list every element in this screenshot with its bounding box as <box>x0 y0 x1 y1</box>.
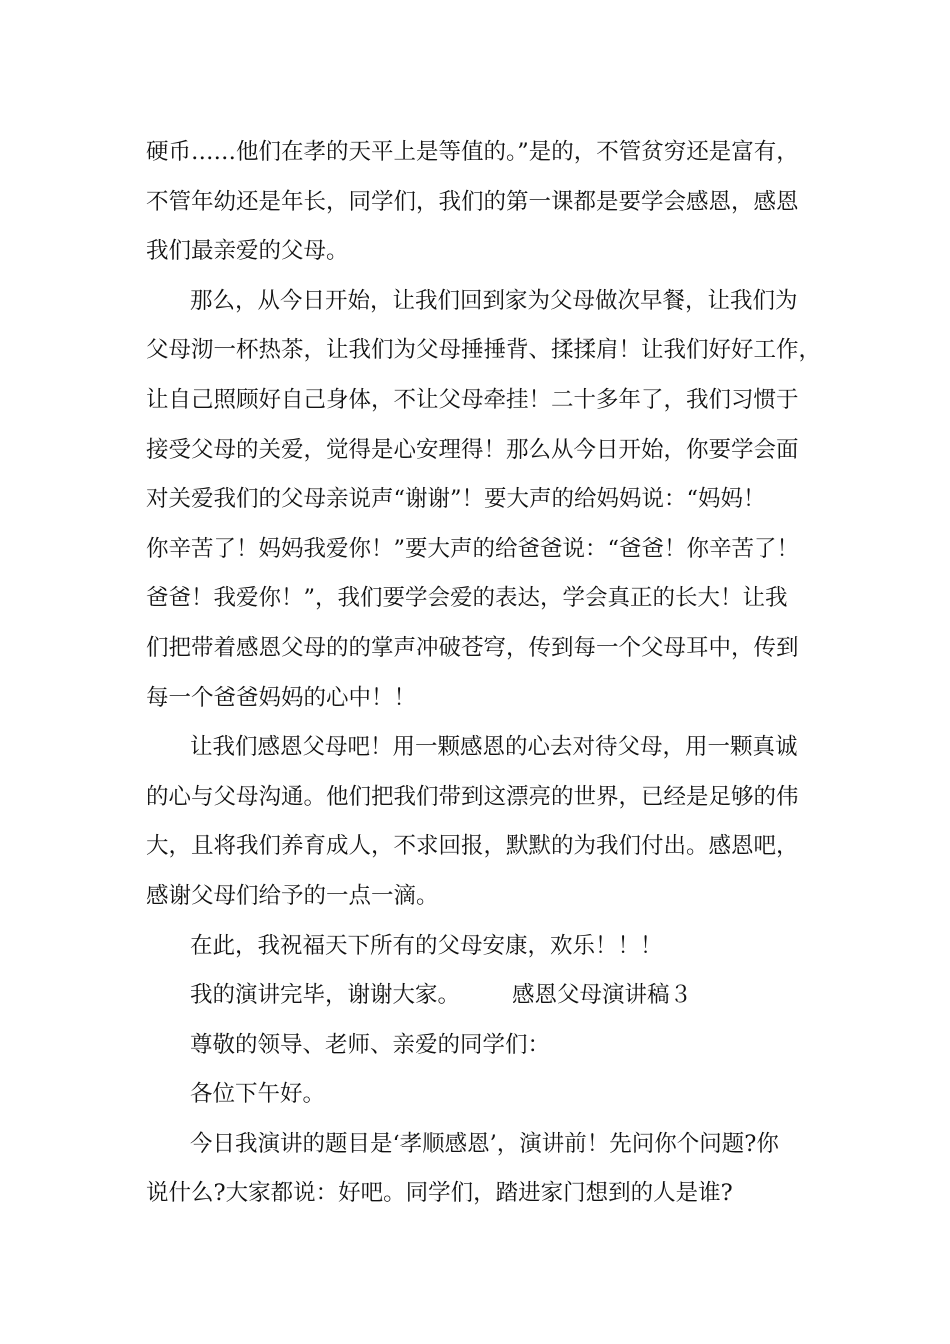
text-line <box>146 971 836 1021</box>
document-body <box>146 128 836 1219</box>
text-line: 那么，从今日开始，让我们回到家为父母做次早餐，让我们为 <box>190 287 798 314</box>
next-speech-title: 感恩父母演讲稿３ <box>512 982 693 1009</box>
text-line: 感谢父母们给予的一点一滴。 <box>146 882 439 909</box>
text-line: 硬币……他们在孝的天平上是等值的。”是的，不管贫穷还是富有， <box>146 139 799 165</box>
text-line: 大，且将我们养育成人，不求回报，默默的为我们付出。感恩吧， <box>146 833 799 860</box>
text-line: 让我们感恩父母吧！用一颗感恩的心去对待父母，用一颗真诚 <box>190 734 798 761</box>
closing-text: 我的演讲完毕，谢谢大家。 <box>190 982 461 1009</box>
text-line: 让自己照顾好自己身体，不让父母牵挂！二十多年了，我们习惯于 <box>146 386 799 413</box>
text-line: 你辛苦了！妈妈我爱你！”要大声的给爸爸说：“爸爸！你辛苦了！ <box>146 535 800 562</box>
text-line: 我们最亲爱的父母。 <box>146 238 349 265</box>
text-line: 接受父母的关爱，觉得是心安理得！那么从今日开始，你要学会面 <box>146 436 799 463</box>
text-line: 尊敬的领导、老师、亲爱的同学们： <box>190 1031 551 1058</box>
text-line: 们把带着感恩父母的的掌声冲破苍穹，传到每一个父母耳中，传到 <box>146 634 799 661</box>
text-line: 说什么?大家都说：好吧。同学们，踏进家门想到的人是谁? <box>146 1180 733 1207</box>
text-line: 爸爸！我爱你！”，我们要学会爱的表达，学会真正的长大！让我 <box>146 585 788 612</box>
text-line: 今日我演讲的题目是‘孝顺感恩’，演讲前！先问你个问题?你 <box>190 1130 779 1157</box>
text-line: 各位下午好。 <box>190 1081 326 1108</box>
text-line: 的心与父母沟通。他们把我们带到这漂亮的世界，已经是足够的伟 <box>146 783 799 810</box>
text-line: 在此，我祝福天下所有的父母安康，欢乐！！！ <box>190 932 663 959</box>
text-line: 每一个爸爸妈妈的心中！！ <box>146 684 417 711</box>
text-line: 对关爱我们的父母亲说声“谢谢”！要大声的给妈妈说：“妈妈！ <box>146 486 766 513</box>
text-line: 不管年幼还是年长，同学们，我们的第一课都是要学会感恩，感恩 <box>146 188 799 215</box>
text-line: 父母沏一杯热茶，让我们为父母捶捶背、揉揉肩！让我们好好工作， <box>146 337 822 364</box>
